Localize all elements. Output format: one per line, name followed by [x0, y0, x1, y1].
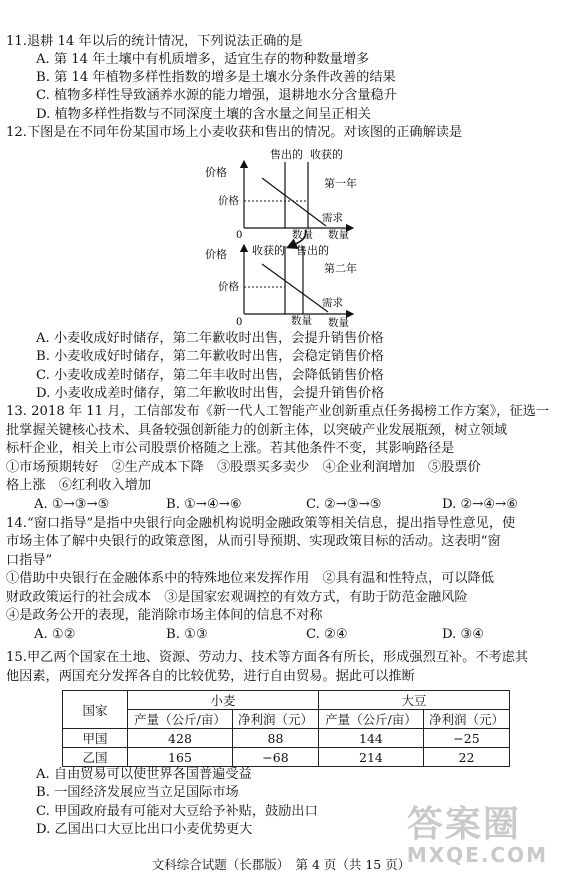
q14-stem-line-2: 市场主体了解中央银行的政策意图，从而引导预期、实现政策目标的活动。这表明“窗 [6, 534, 501, 549]
quantity-label-1: 数量 [292, 229, 313, 241]
year2-label: 第二年 [324, 262, 357, 275]
q11-option-a: A. 第 14 年土壤中有机质增多，适宜生存的物种数量增多 [36, 52, 370, 67]
q11-option-d: D. 植物多样性指数与不同深度土壤的含水量之间呈正相关 [36, 107, 371, 122]
watermark-line-2: MXQE.COM [406, 843, 548, 867]
q15-option-d: D. 乙国出口大豆比出口小麦优势更大 [36, 822, 253, 837]
q13-option-d: D. ②→④→⑥ [442, 497, 519, 512]
q14-option-b: B. ①③ [166, 627, 208, 642]
cell-soybean-yield: 214 [318, 748, 423, 767]
watermark-line-1: 答案圈 [406, 804, 521, 845]
q14-option-d: D. ③④ [442, 627, 485, 642]
quantity-axis-label-2: 数量 [328, 317, 349, 329]
table-row [63, 729, 510, 748]
year2-panel [205, 243, 357, 329]
cell-wheat-yield: 165 [128, 748, 233, 767]
quantity-axis-label-1: 数量 [328, 229, 349, 241]
q13-stem-line-3: 标杆企业，相关上市公司股票价格随之上涨。若其他条件不变，其影响路径是 [6, 441, 455, 456]
q15-stem-line-2: 他因素，两国充分发挥各自的比较优势，进行自由贸易。据此可以推断 [6, 669, 415, 684]
q13-stem-line-1: 13. 2018 年 11 月，工信部发布《新一代人工智能产业创新重点任务揭榜工作方案》，征选一 [6, 404, 550, 419]
q14-stem-line-3: 口指导” [6, 553, 53, 568]
q15-option-c: C. 甲国政府最有可能对大豆给予补贴，鼓励出口 [36, 804, 318, 819]
demand-label-1: 需求 [322, 212, 343, 224]
q13-option-c: C. ②→③→⑤ [306, 497, 382, 512]
cell-wheat-yield: 428 [128, 729, 233, 748]
q14-items-line-2: 财政政策运行的社会成本 ③是国家宏观调控的有效方式，有助于防范金融风险 [6, 590, 468, 605]
header-soybean-profit: 净利润（元） [423, 710, 509, 729]
y-axis-label-2: 价格 [205, 248, 227, 261]
q14-items-line-3: ④是政务公开的表现，能消除市场主体间的信息不对称 [6, 608, 323, 623]
cell-wheat-profit: −68 [232, 748, 318, 767]
sold-label-2: 售出的 [296, 244, 329, 257]
wheat-market-figure [200, 142, 380, 330]
page-footer: 文科综合试题（长郡版） 第 4 页（共 15 页） [151, 857, 411, 872]
q14-option-a: A. ①② [34, 627, 76, 642]
q12-option-a: A. 小麦收成好时储存，第二年歉收时出售，会提升销售价格 [36, 331, 384, 346]
header-wheat-profit: 净利润（元） [232, 710, 318, 729]
q11-stem: 11.退耕 14 年以后的统计情况，下列说法正确的是 [6, 34, 303, 49]
header-wheat-yield: 产量（公斤/亩） [128, 710, 233, 729]
cell-soybean-yield: 144 [318, 729, 423, 748]
q15-option-a: A. 自由贸易可以使世界各国普遍受益 [36, 767, 252, 782]
quantity-label-2: 数量 [291, 315, 312, 327]
table-row [63, 748, 510, 767]
q13-stem-line-2: 批掌握关键核心技术、具备较强创新能力的创新主体，以突破产业发展瓶颈，树立领域 [6, 423, 508, 438]
price-label-2: 价格 [218, 281, 239, 293]
crop-data-table [62, 690, 510, 767]
y-axis-label-1: 价格 [205, 166, 227, 179]
q13-items-line-1: ①市场预期转好 ②生产成本下降 ③股票买多卖少 ④企业利润增加 ⑤股票价 [6, 460, 481, 475]
row-country: 甲国 [63, 729, 128, 748]
q11-option-b: B. 第 14 年植物多样性指数的增多是土壤水分条件改善的结果 [36, 70, 396, 85]
q12-option-c: C. 小麦收成差时储存，第二年丰收时出售，会降低销售价格 [36, 368, 384, 383]
cell-soybean-profit: 22 [423, 748, 509, 767]
header-soybean: 大豆 [318, 691, 509, 710]
q12-option-d: D. 小麦收成差时储存，第二年歉收时出售，会提升销售价格 [36, 386, 385, 401]
header-country: 国家 [63, 691, 128, 729]
q14-items-line-1: ①借助中央银行在金融体系中的特殊地位来发挥作用 ②具有温和性特点，可以降低 [6, 571, 494, 586]
q11-option-c: C. 植物多样性导致涵养水源的能力增强，退耕地水分含量稳升 [36, 88, 397, 103]
demand-label-2: 需求 [322, 297, 343, 309]
row-country: 乙国 [63, 748, 128, 767]
q13-option-b: B. ①→④→⑥ [166, 497, 242, 512]
q15-option-b: B. 一国经济发展应当立足国际市场 [36, 785, 239, 800]
q15-stem-line-1: 15.甲乙两个国家在土地、资源、劳动力、技术等方面各有所长，形成强烈互补。不考虑其 [6, 650, 529, 665]
q13-items-line-2: 格上涨 ⑥红利收入增加 [6, 478, 152, 493]
header-soybean-yield: 产量（公斤/亩） [318, 710, 423, 729]
origin-label-1: 0 [236, 230, 243, 241]
cell-wheat-profit: 88 [232, 729, 318, 748]
q14-stem-line-1: 14.“窗口指导”是指中央银行向金融机构说明金融政策等相关信息，提出指导性意见，使 [6, 516, 516, 531]
year1-label: 第一年 [324, 177, 357, 190]
q14-option-c: C. ②④ [306, 627, 348, 642]
q12-stem: 12.下图是在不同年份某国市场上小麦收获和售出的情况。对该图的正确解读是 [6, 125, 463, 140]
harvested-label-1: 收获的 [310, 148, 343, 161]
year1-panel [205, 147, 357, 241]
harvested-label-2: 收获的 [252, 244, 285, 257]
sold-label-1: 售出的 [270, 148, 303, 161]
q13-option-a: A. ①→③→⑤ [34, 497, 110, 512]
header-wheat: 小麦 [128, 691, 319, 710]
cell-soybean-profit: −25 [423, 729, 509, 748]
q12-option-b: B. 小麦收成好时储存，第二年歉收时出售，会稳定销售价格 [36, 349, 384, 364]
origin-label-2: 0 [236, 317, 243, 328]
price-label-1: 价格 [218, 195, 239, 207]
